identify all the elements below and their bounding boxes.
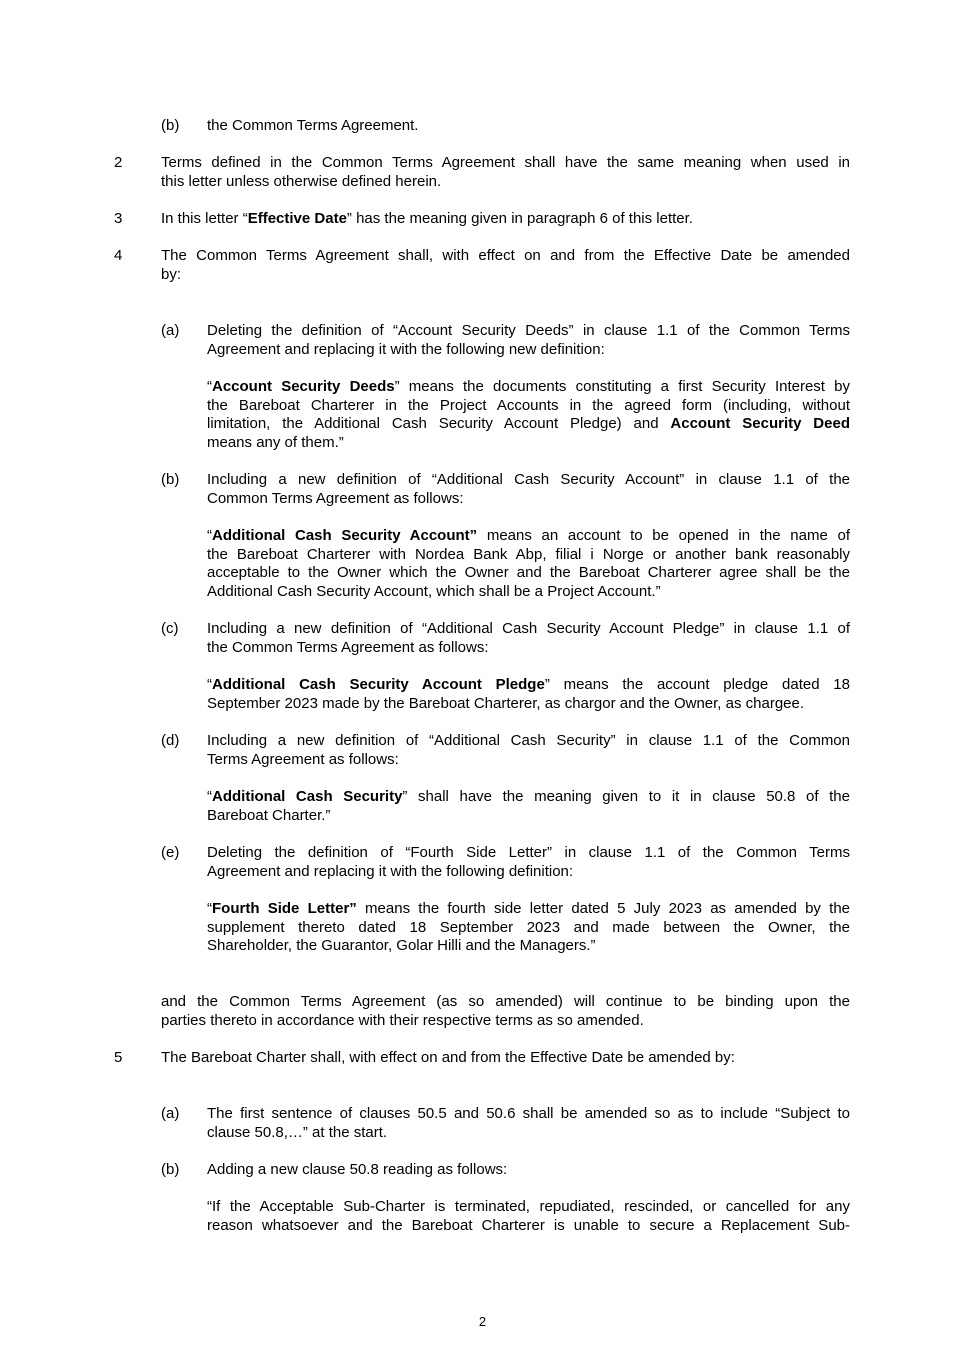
definition-4c-line-1: “Additional Cash Security Account Pledge” means the account pledge dated 18: [207, 676, 850, 693]
paragraph-4-line-2: by:: [161, 266, 182, 283]
item-label: (a): [161, 1105, 180, 1122]
item-label: (e): [161, 844, 180, 861]
item-4d-line-1: Including a new definition of “Additional Cash Security” in clause 1.1 of the Common: [207, 732, 850, 749]
item-label: (b): [161, 471, 180, 488]
item-label: (b): [161, 1161, 180, 1178]
paragraph-4-line-1: The Common Terms Agreement shall, with effect on and from the Effective Date be amended: [161, 247, 850, 264]
item-5a-line-1: The first sentence of clauses 50.5 and 50.6 shall be amended so as to include “Subject to: [207, 1105, 850, 1122]
item-label: (a): [161, 322, 180, 339]
defined-term: Additional Cash Security Account”: [212, 527, 478, 544]
paragraph-number: 2: [114, 154, 123, 171]
definition-4b-line-4: Additional Cash Security Account, which shall be a Project Account.”: [207, 583, 661, 600]
defined-term: Account Security Deed: [670, 415, 850, 432]
definition-4a-line-2: the Bareboat Charterer in the Project Accounts in the agreed form (including, without: [207, 397, 850, 414]
definition-4d-line-2: Bareboat Charter.”: [207, 807, 331, 824]
clause-50-8-line-1: “If the Acceptable Sub-Charter is terminated, repudiated, rescinded, or cancelled for any: [207, 1198, 850, 1215]
definition-4a-line-4: means any of them.”: [207, 434, 344, 451]
defined-term: Additional Cash Security Account Pledge: [212, 676, 545, 693]
definition-4b-line-2: the Bareboat Charterer with Nordea Bank Abp, filial i Norge or another bank reasonably: [207, 546, 850, 563]
defined-term: Fourth Side Letter”: [212, 900, 357, 917]
paragraph-2-line-2: this letter unless otherwise defined herein.: [161, 173, 442, 190]
definition-4c-line-2: September 2023 made by the Bareboat Charterer, as chargor and the Owner, as chargee.: [207, 695, 805, 712]
defined-term: Additional Cash Security: [212, 788, 403, 805]
item-label: (d): [161, 732, 180, 749]
item-4e-line-2: Agreement and replacing it with the following definition:: [207, 863, 574, 880]
definition-4e-line-1: “Fourth Side Letter” means the fourth side letter dated 5 July 2023 as amended by the: [207, 900, 851, 917]
definition-4a-line-1: “Account Security Deeds” means the documents constituting a first Security Interest by: [207, 378, 850, 395]
item-4e-line-1: Deleting the definition of “Fourth Side Letter” in clause 1.1 of the Common Terms: [207, 844, 850, 861]
definition-4b-line-3: acceptable to the Owner which the Owner and the Bareboat Charterer agree shall be the: [207, 564, 850, 581]
item-4d-line-2: Terms Agreement as follows:: [207, 751, 399, 768]
paragraph-number: 3: [114, 210, 123, 227]
paragraph-number: 5: [114, 1049, 123, 1066]
item-text: the Common Terms Agreement.: [207, 117, 419, 134]
item-label: (b): [161, 117, 180, 134]
item-4c-line-1: Including a new definition of “Additional Cash Security Account Pledge” in clause 1.1 of: [207, 620, 850, 637]
defined-term: Effective Date: [247, 210, 347, 227]
definition-4d-line-1: “Additional Cash Security” shall have the meaning given to it in clause 50.8 of the: [207, 788, 850, 805]
item-4a-line-1: Deleting the definition of “Account Security Deeds” in clause 1.1 of the Common Terms: [207, 322, 850, 339]
item-4a-line-2: Agreement and replacing it with the following new definition:: [207, 341, 605, 358]
item-4b-line-2: Common Terms Agreement as follows:: [207, 490, 464, 507]
item-label: (c): [161, 620, 179, 637]
definition-4e-line-2: supplement thereto dated 18 September 2023 and made between the Owner, the: [207, 919, 850, 936]
paragraph-3: In this letter “Effective Date” has the meaning given in paragraph 6 of this letter.: [161, 210, 693, 227]
item-5a-line-2: clause 50.8,…” at the start.: [207, 1124, 388, 1141]
paragraph-4-closing-line-2: parties thereto in accordance with their respective terms as so amended.: [161, 1012, 644, 1029]
definition-4b-line-1: “Additional Cash Security Account” means an account to be opened in the name of: [207, 527, 850, 544]
item-4b-line-1: Including a new definition of “Additional Cash Security Account” in clause 1.1 of the: [207, 471, 850, 488]
paragraph-2-line-1: Terms defined in the Common Terms Agreement shall have the same meaning when used in: [161, 154, 850, 171]
paragraph-4-closing-line-1: and the Common Terms Agreement (as so amended) will continue to be binding upon the: [161, 993, 850, 1010]
item-5b-line-1: Adding a new clause 50.8 reading as follows:: [207, 1161, 508, 1178]
clause-50-8-line-2: reason whatsoever and the Bareboat Charterer is unable to secure a Replacement Sub-: [207, 1217, 850, 1234]
definition-4a-line-3: limitation, the Additional Cash Security Account Pledge) and Account Security Deed: [207, 415, 850, 432]
defined-term: Account Security Deeds: [212, 378, 395, 395]
paragraph-5-line-1: The Bareboat Charter shall, with effect on and from the Effective Date be amended by:: [161, 1049, 735, 1066]
item-4c-line-2: the Common Terms Agreement as follows:: [207, 639, 489, 656]
paragraph-number: 4: [114, 247, 123, 264]
definition-4e-line-3: Shareholder, the Guarantor, Golar Hilli and the Managers.”: [207, 937, 596, 954]
page-number: 2: [478, 1314, 487, 1329]
